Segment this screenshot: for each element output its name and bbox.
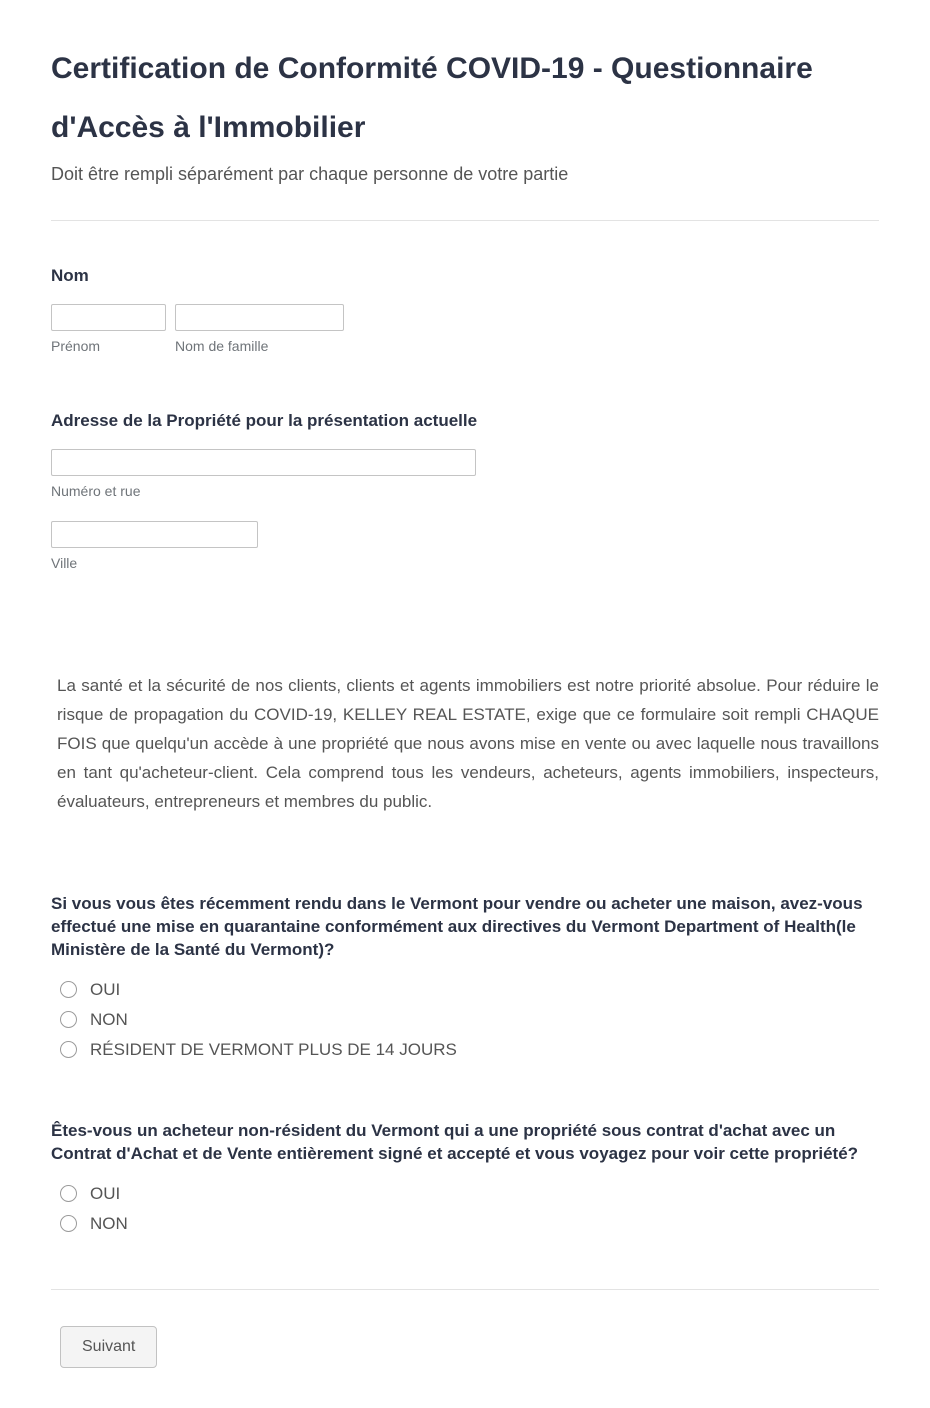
last-name-sublabel: Nom de famille bbox=[175, 337, 269, 354]
name-inputs-row bbox=[51, 304, 879, 354]
city-sublabel: Ville bbox=[51, 554, 78, 571]
radio-input[interactable] bbox=[60, 981, 77, 998]
street-sublabel: Numéro et rue bbox=[51, 482, 141, 499]
radio-option-label: RÉSIDENT DE VERMONT PLUS DE 14 JOURS bbox=[90, 1039, 457, 1059]
question-1-option-resident[interactable] bbox=[60, 1035, 879, 1065]
address-label: Adresse de la Propriété pour la présentation actuelle bbox=[51, 410, 478, 430]
city-group bbox=[51, 521, 879, 571]
form-title: Certification de Conformité COVID-19 - Questionnaire d'Accès à l'Immobilier bbox=[51, 52, 813, 144]
address-section bbox=[51, 410, 879, 571]
question-1-option-non[interactable] bbox=[60, 1005, 879, 1035]
header-divider bbox=[51, 220, 879, 221]
question-2-label: Êtes-vous un acheteur non-résident du Vermont qui a une propriété sous contrat d'achat avec un Contrat d'Achat et de Vente entièrement signé et accepté et vous voyagez pour voir cette propriété? bbox=[51, 1120, 859, 1163]
radio-option-label: OUI bbox=[90, 1183, 121, 1203]
question-2-option-oui[interactable] bbox=[60, 1179, 879, 1209]
radio-input[interactable] bbox=[60, 1011, 77, 1028]
footer-divider bbox=[51, 1289, 879, 1290]
question-1-options bbox=[51, 975, 879, 1065]
covid-notice-text: La santé et la sécurité de nos clients, clients et agents immobiliers est notre priorité absolue. Pour réduire le risque de propagation du COVID-19, KELLEY REAL ESTATE, exige que ce formulaire soit rempli CHAQUE FOIS que quelqu'un accède à une propriété que nous avons mise en vente ou avec laquelle nous travaillons en tant qu'acheteur-client. Cela comprend tous les vendeurs, acheteurs, agents immobiliers, inspecteurs, évaluateurs, entrepreneurs et membres du public. bbox=[57, 675, 879, 811]
first-name-sublabel: Prénom bbox=[51, 337, 101, 354]
form-subtitle: Doit être rempli séparément par chaque personne de votre partie bbox=[51, 164, 569, 184]
radio-input[interactable] bbox=[60, 1215, 77, 1232]
radio-input[interactable] bbox=[60, 1041, 77, 1058]
first-name-input[interactable] bbox=[51, 304, 166, 331]
button-row bbox=[51, 1326, 879, 1368]
question-2-option-non[interactable] bbox=[60, 1209, 879, 1239]
name-label: Nom bbox=[51, 266, 89, 285]
first-name-group bbox=[51, 304, 166, 354]
street-group bbox=[51, 449, 879, 499]
question-2-options bbox=[51, 1179, 879, 1239]
city-input[interactable] bbox=[51, 521, 258, 548]
radio-option-label: NON bbox=[90, 1213, 128, 1233]
last-name-input[interactable] bbox=[175, 304, 344, 331]
radio-input[interactable] bbox=[60, 1185, 77, 1202]
question-2 bbox=[51, 1119, 879, 1239]
radio-option-label: OUI bbox=[90, 979, 121, 999]
question-1-option-oui[interactable] bbox=[60, 975, 879, 1005]
name-section bbox=[51, 265, 879, 354]
next-button[interactable]: Suivant bbox=[60, 1326, 157, 1368]
question-1 bbox=[51, 892, 879, 1065]
street-input[interactable] bbox=[51, 449, 476, 476]
radio-option-label: NON bbox=[90, 1009, 128, 1029]
last-name-group bbox=[175, 304, 344, 354]
question-1-label: Si vous vous êtes récemment rendu dans le Vermont pour vendre ou acheter une maison, avez-vous effectué une mise en quarantaine conformément aux directives du Vermont Department of Health(le Ministère de la Santé du Vermont)? bbox=[51, 893, 863, 959]
